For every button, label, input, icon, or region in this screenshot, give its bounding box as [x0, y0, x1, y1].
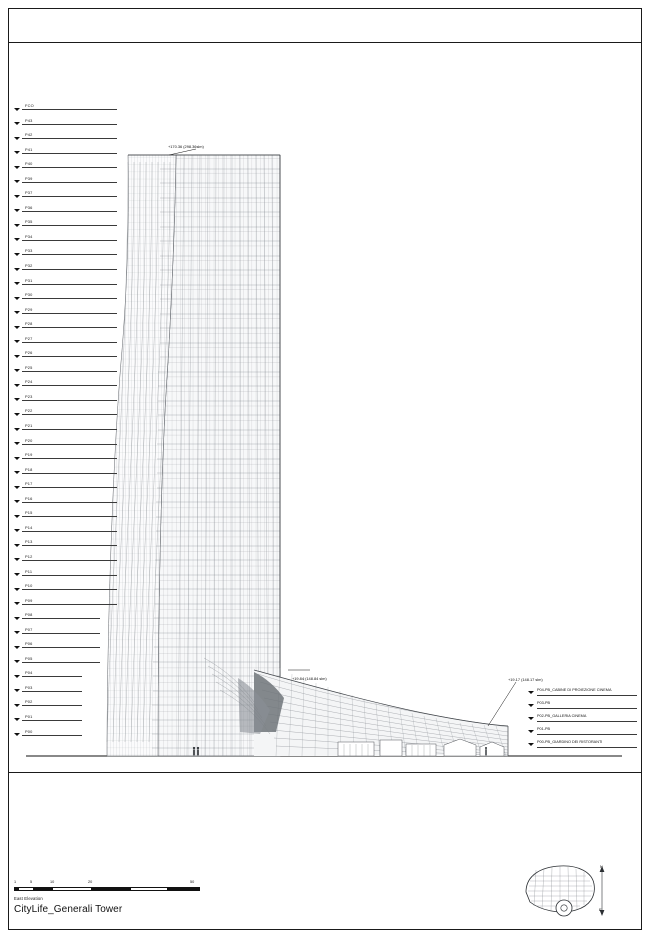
- drawing-subtitle: East Elevation: [14, 896, 43, 901]
- annotation-arrow-icon: [528, 730, 534, 733]
- scale-tick-label: 1: [14, 880, 17, 884]
- level-label: P11: [25, 568, 33, 574]
- level-arrow-icon: [14, 675, 20, 678]
- annotation-label: P03-PB: [537, 700, 551, 705]
- level-label: P04: [25, 670, 33, 676]
- level-label: P27: [25, 335, 33, 341]
- level-arrow-icon: [14, 660, 20, 663]
- level-arrow-icon: [14, 326, 20, 329]
- level-label: P22: [25, 408, 33, 414]
- level-leader-line: [22, 575, 117, 576]
- level-arrow-icon: [14, 282, 20, 285]
- level-label: P21: [25, 423, 33, 429]
- level-leader-line: [22, 385, 117, 386]
- level-row: [14, 728, 119, 747]
- level-arrow-icon: [14, 529, 20, 532]
- level-label: P28: [25, 321, 33, 327]
- level-label: P09: [25, 597, 33, 603]
- level-arrow-icon: [14, 122, 20, 125]
- level-leader-line: [22, 342, 117, 343]
- level-leader-line: [22, 254, 117, 255]
- level-label: P29: [25, 306, 33, 312]
- level-arrow-icon: [14, 224, 20, 227]
- scale-tick-label: 50: [190, 880, 195, 884]
- level-label: P36: [25, 204, 33, 210]
- level-label: P43: [25, 117, 33, 123]
- level-leader-line: [22, 153, 117, 154]
- level-leader-line: [22, 138, 117, 139]
- annotation-label: P04-PB_CABINE DI PROIEZIONE CINEMA: [537, 687, 612, 692]
- level-leader-line: [22, 502, 117, 503]
- level-label: P32: [25, 263, 33, 269]
- level-arrow-icon: [14, 209, 20, 212]
- level-label: P18: [25, 466, 33, 472]
- level-label: P02: [25, 699, 33, 705]
- level-leader-line: [22, 691, 82, 692]
- level-arrow-icon: [14, 151, 20, 154]
- level-label: P01: [25, 713, 33, 719]
- level-label: P31: [25, 277, 33, 283]
- level-arrow-icon: [14, 544, 20, 547]
- scale-tick-label: 5: [30, 880, 33, 884]
- level-arrow-icon: [14, 311, 20, 314]
- level-leader-line: [22, 487, 117, 488]
- level-label: P40: [25, 161, 33, 167]
- level-label: P33: [25, 248, 33, 254]
- level-leader-line: [22, 735, 82, 736]
- level-arrow-icon: [14, 486, 20, 489]
- level-arrow-icon: [14, 733, 20, 736]
- level-arrow-icon: [14, 268, 20, 271]
- level-leader-line: [22, 182, 117, 183]
- level-leader-line: [22, 647, 100, 648]
- level-arrow-icon: [14, 646, 20, 649]
- level-label: P41: [25, 146, 33, 152]
- annotation-leader-line: [537, 734, 637, 735]
- level-arrow-icon: [14, 253, 20, 256]
- level-arrow-icon: [14, 297, 20, 300]
- level-leader-line: [22, 327, 117, 328]
- annotation-label: P02-PB_GALLERIA CINEMA: [537, 713, 587, 718]
- level-leader-line: [22, 473, 117, 474]
- level-label: P30: [25, 292, 33, 298]
- level-arrow-icon: [14, 588, 20, 591]
- elevation-marker-mid: +19.84 (148.84 slm): [292, 676, 327, 681]
- level-arrow-icon: [14, 428, 20, 431]
- level-arrow-icon: [14, 558, 20, 561]
- level-label: P05: [25, 655, 33, 661]
- level-label: P26: [25, 350, 33, 356]
- level-label: P06: [25, 641, 33, 647]
- level-arrow-icon: [14, 704, 20, 707]
- east-direction-label: E: [599, 907, 602, 912]
- level-label: P23: [25, 393, 33, 399]
- level-arrow-icon: [14, 500, 20, 503]
- annotation-label: P00-PB_GIARDINO DEI RISTORANTI: [537, 739, 603, 744]
- key-plan: [520, 862, 630, 922]
- annotation-arrow-icon: [528, 717, 534, 720]
- level-leader-line: [22, 618, 100, 619]
- level-leader-line: [22, 109, 117, 110]
- level-label: P39: [25, 175, 33, 181]
- level-label: P14: [25, 524, 33, 530]
- level-leader-line: [22, 371, 117, 372]
- level-leader-line: [22, 400, 117, 401]
- level-leader-line: [22, 458, 117, 459]
- level-leader-line: [22, 676, 82, 677]
- level-leader-line: [22, 211, 117, 212]
- annotation-leader-line: [537, 695, 637, 696]
- level-arrow-icon: [14, 398, 20, 401]
- elevation-marker-right: +19.17 (148.17 slm): [508, 677, 543, 682]
- annotation-arrow-icon: [528, 704, 534, 707]
- annotation-leader-line: [537, 708, 637, 709]
- level-arrow-icon: [14, 689, 20, 692]
- level-arrow-icon: [14, 413, 20, 416]
- scale-bar-ticks: [14, 880, 200, 887]
- annotation-label: P01-PB: [537, 726, 551, 731]
- level-leader-line: [22, 662, 100, 663]
- level-arrow-icon: [14, 442, 20, 445]
- level-label: P03: [25, 684, 33, 690]
- level-leader-line: [22, 633, 100, 634]
- level-label: P34: [25, 233, 33, 239]
- level-label: P35: [25, 219, 33, 225]
- level-arrow-icon: [14, 195, 20, 198]
- level-leader-line: [22, 444, 117, 445]
- level-arrow-icon: [14, 166, 20, 169]
- level-leader-line: [22, 240, 117, 241]
- level-label: P25: [25, 364, 33, 370]
- level-label: P08: [25, 612, 33, 618]
- scale-bar-graphic: [14, 887, 200, 891]
- level-label: P15: [25, 510, 33, 516]
- level-leader-line: [22, 196, 117, 197]
- level-arrow-icon: [14, 180, 20, 183]
- level-label: P37: [25, 190, 33, 196]
- level-leader-line: [22, 298, 117, 299]
- level-label: P12: [25, 553, 33, 559]
- level-label: P20: [25, 437, 33, 443]
- level-leader-line: [22, 705, 82, 706]
- right-annotation-list: [528, 687, 648, 755]
- scale-tick-label: 20: [88, 880, 93, 884]
- level-label: P17: [25, 481, 33, 487]
- level-leader-line: [22, 313, 117, 314]
- level-arrow-icon: [14, 471, 20, 474]
- level-arrow-icon: [14, 384, 20, 387]
- level-leader-line: [22, 604, 117, 605]
- level-leader-line: [22, 167, 117, 168]
- drawing-title: CityLife_Generali Tower: [14, 904, 123, 915]
- annotation-leader-line: [537, 747, 637, 748]
- level-arrow-icon: [14, 631, 20, 634]
- level-arrow-icon: [14, 617, 20, 620]
- level-arrow-icon: [14, 369, 20, 372]
- level-leader-line: [22, 356, 117, 357]
- level-label-list: [14, 103, 119, 746]
- level-leader-line: [22, 414, 117, 415]
- scale-tick-label: 10: [50, 880, 55, 884]
- level-arrow-icon: [14, 108, 20, 111]
- level-label: P42: [25, 132, 33, 138]
- bottom-rule: [8, 772, 642, 773]
- level-label: P19: [25, 452, 33, 458]
- level-leader-line: [22, 531, 117, 532]
- level-label: P07: [25, 626, 33, 632]
- level-leader-line: [22, 720, 82, 721]
- level-label: P00: [25, 728, 33, 734]
- level-leader-line: [22, 269, 117, 270]
- level-leader-line: [22, 124, 117, 125]
- level-leader-line: [22, 545, 117, 546]
- level-leader-line: [22, 429, 117, 430]
- level-arrow-icon: [14, 340, 20, 343]
- level-leader-line: [22, 284, 117, 285]
- level-leader-line: [22, 589, 117, 590]
- level-label: FCO: [25, 103, 34, 108]
- level-arrow-icon: [14, 718, 20, 721]
- level-label: P13: [25, 539, 33, 545]
- level-arrow-icon: [14, 238, 20, 241]
- level-arrow-icon: [14, 602, 20, 605]
- elevation-marker-top: +170.36 (298.36slm): [168, 144, 204, 149]
- level-leader-line: [22, 516, 117, 517]
- level-label: P24: [25, 379, 33, 385]
- scale-bar: [14, 880, 200, 891]
- level-leader-line: [22, 225, 117, 226]
- north-arrow-label: N: [600, 864, 603, 869]
- level-leader-line: [22, 560, 117, 561]
- title-block: [14, 896, 314, 915]
- level-label: P10: [25, 583, 33, 589]
- level-label: P16: [25, 495, 33, 501]
- annotation-arrow-icon: [528, 743, 534, 746]
- annotation-leader-line: [537, 721, 637, 722]
- level-arrow-icon: [14, 573, 20, 576]
- level-arrow-icon: [14, 515, 20, 518]
- annotation-arrow-icon: [528, 691, 534, 694]
- level-arrow-icon: [14, 355, 20, 358]
- level-arrow-icon: [14, 137, 20, 140]
- level-arrow-icon: [14, 457, 20, 460]
- annotation-row: [528, 739, 648, 755]
